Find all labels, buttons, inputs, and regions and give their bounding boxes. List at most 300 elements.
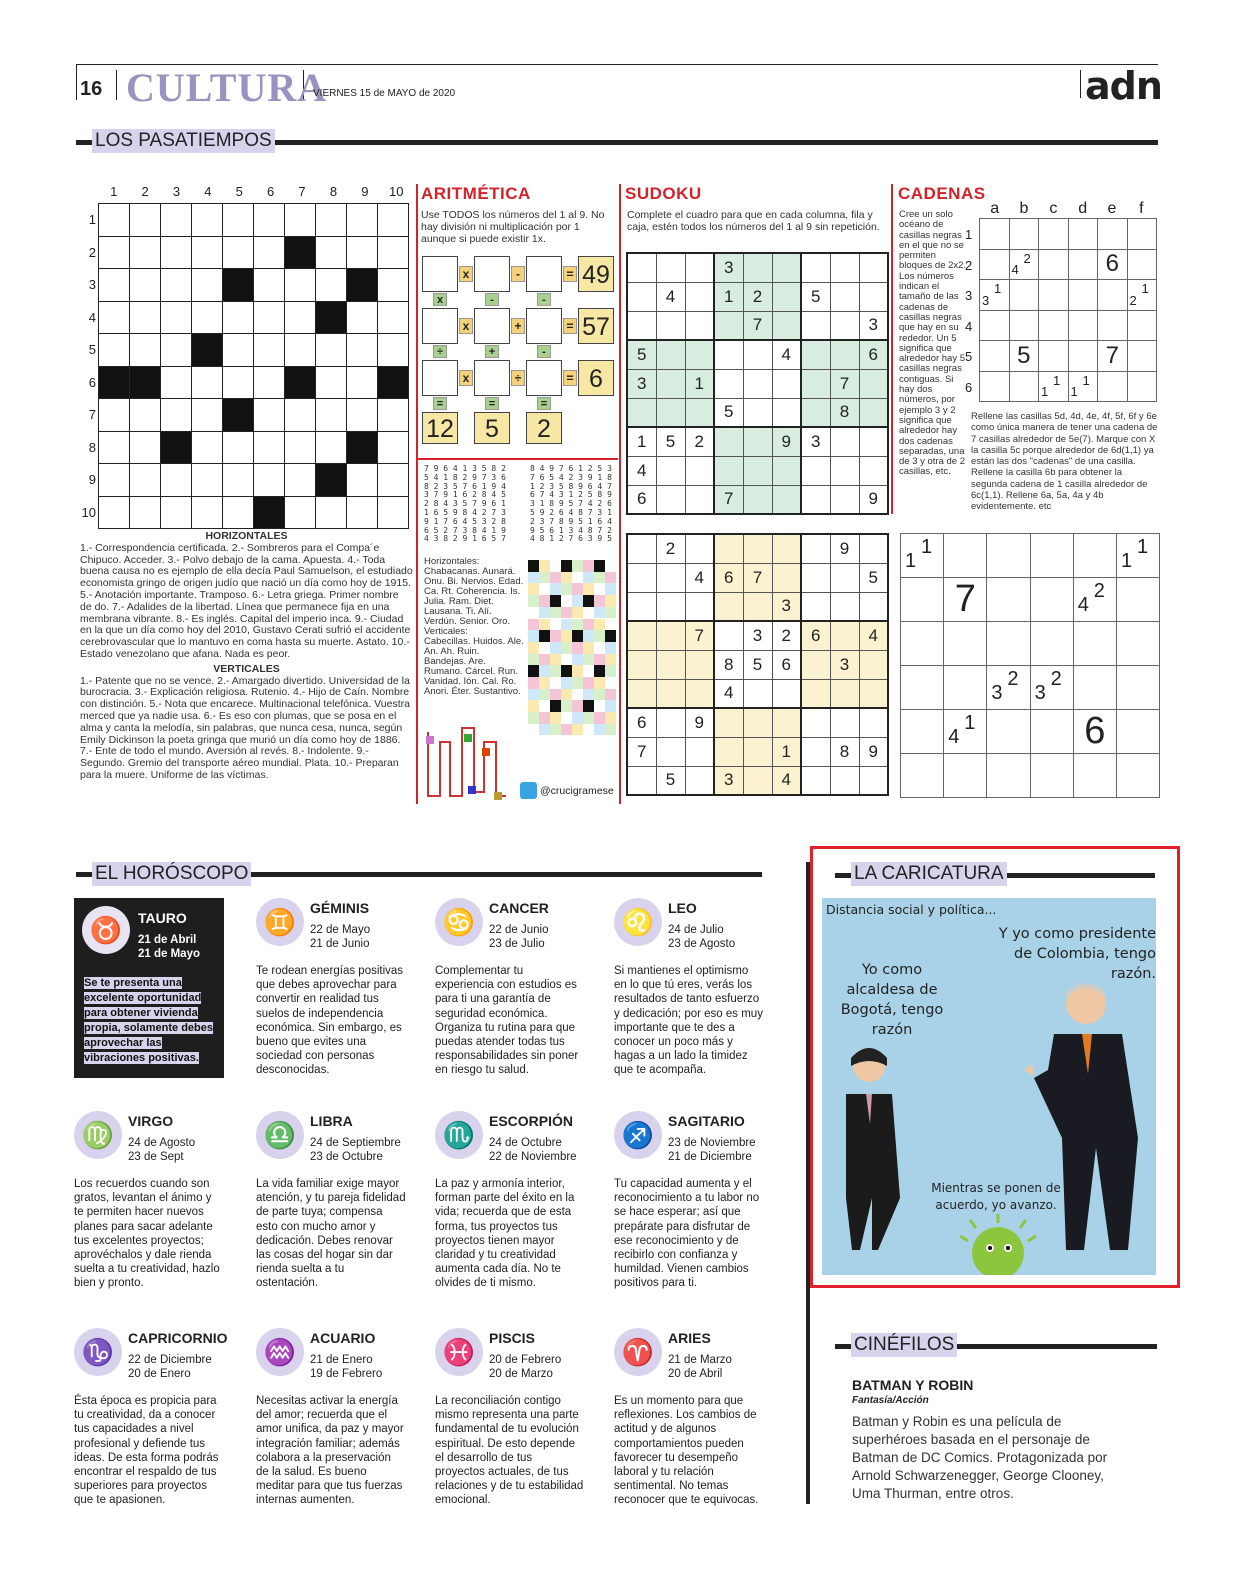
aritmetica-cell[interactable] xyxy=(526,360,562,396)
sudoku-cell[interactable] xyxy=(743,708,772,737)
sudoku-cell[interactable] xyxy=(830,592,859,621)
sudoku-cell[interactable] xyxy=(656,679,685,708)
sudoku-cell[interactable]: 5 xyxy=(743,650,772,679)
sudoku-cell[interactable] xyxy=(830,679,859,708)
sudoku-cell[interactable]: 6 xyxy=(627,708,656,737)
sudoku-cell[interactable] xyxy=(656,737,685,766)
sudoku-cell[interactable] xyxy=(772,369,801,398)
sudoku-cell[interactable] xyxy=(627,398,656,427)
sudoku-cell[interactable] xyxy=(830,427,859,456)
sudoku-cell[interactable] xyxy=(772,679,801,708)
sudoku-cell[interactable] xyxy=(772,282,801,311)
sudoku-cell[interactable] xyxy=(714,592,743,621)
sudoku-cell[interactable] xyxy=(801,534,830,563)
sudoku-cell[interactable] xyxy=(830,766,859,795)
sudoku-cell[interactable] xyxy=(656,253,685,282)
sudoku-cell[interactable] xyxy=(801,485,830,514)
crossword-grid[interactable] xyxy=(98,203,409,529)
sudoku-cell[interactable] xyxy=(685,679,714,708)
sudoku-cell[interactable]: 2 xyxy=(656,534,685,563)
sudoku-cell[interactable]: 4 xyxy=(627,456,656,485)
sudoku-cell[interactable]: 8 xyxy=(830,398,859,427)
crossword-cell[interactable] xyxy=(161,334,192,367)
sudoku-cell[interactable] xyxy=(772,534,801,563)
sudoku-cell[interactable] xyxy=(714,340,743,369)
sudoku-cell[interactable] xyxy=(859,534,888,563)
sudoku-cell[interactable]: 2 xyxy=(685,427,714,456)
cadenas-cell[interactable] xyxy=(1030,578,1073,622)
crossword-cell[interactable] xyxy=(347,236,378,269)
crossword-cell[interactable] xyxy=(378,301,409,334)
crossword-cell[interactable] xyxy=(130,204,161,237)
sudoku-cell[interactable]: 4 xyxy=(714,679,743,708)
cadenas-cell[interactable] xyxy=(1073,534,1116,578)
crossword-cell[interactable] xyxy=(192,464,223,497)
cadenas-cell[interactable] xyxy=(901,666,944,710)
cadenas-cell[interactable] xyxy=(1030,534,1073,578)
sudoku-cell[interactable] xyxy=(685,340,714,369)
sudoku-cell[interactable]: 9 xyxy=(830,534,859,563)
sudoku-grid-1[interactable] xyxy=(626,252,889,515)
crossword-cell[interactable] xyxy=(223,204,254,237)
crossword-cell[interactable] xyxy=(130,399,161,432)
cadenas-cell[interactable] xyxy=(944,710,987,754)
sudoku-cell[interactable]: 7 xyxy=(830,369,859,398)
sudoku-cell[interactable] xyxy=(772,485,801,514)
sudoku-cell[interactable] xyxy=(656,621,685,650)
sudoku-cell[interactable] xyxy=(830,621,859,650)
cadenas-cell[interactable] xyxy=(1073,666,1116,710)
sudoku-cell[interactable]: 1 xyxy=(627,427,656,456)
sudoku-cell[interactable] xyxy=(714,456,743,485)
crossword-cell[interactable] xyxy=(378,496,409,529)
crossword-cell[interactable] xyxy=(161,366,192,399)
crossword-cell[interactable] xyxy=(285,399,316,432)
sudoku-cell[interactable] xyxy=(627,282,656,311)
crossword-cell[interactable] xyxy=(99,204,130,237)
crossword-cell[interactable] xyxy=(99,236,130,269)
sudoku-cell[interactable] xyxy=(859,708,888,737)
crossword-cell[interactable] xyxy=(254,431,285,464)
crossword-cell[interactable] xyxy=(130,464,161,497)
sudoku-cell[interactable] xyxy=(772,563,801,592)
sudoku-cell[interactable] xyxy=(859,592,888,621)
crossword-cell[interactable] xyxy=(316,236,347,269)
cadenas-cell[interactable] xyxy=(1116,622,1159,666)
crossword-cell[interactable] xyxy=(254,204,285,237)
sudoku-grid-2[interactable] xyxy=(626,533,889,796)
cadenas-cell[interactable] xyxy=(1116,754,1159,798)
cadenas-cell[interactable] xyxy=(1073,578,1116,622)
cadenas-cell[interactable] xyxy=(901,534,944,578)
crossword-cell[interactable] xyxy=(316,366,347,399)
crossword-cell[interactable] xyxy=(130,334,161,367)
crossword-cell[interactable] xyxy=(316,334,347,367)
cadenas-cell[interactable] xyxy=(901,622,944,666)
cadenas-cell[interactable] xyxy=(944,622,987,666)
cadenas-cell[interactable] xyxy=(1116,710,1159,754)
sudoku-cell[interactable] xyxy=(627,650,656,679)
crossword-cell[interactable] xyxy=(378,236,409,269)
sudoku-cell[interactable] xyxy=(714,621,743,650)
sudoku-cell[interactable] xyxy=(859,282,888,311)
sudoku-cell[interactable] xyxy=(830,563,859,592)
sudoku-cell[interactable]: 3 xyxy=(859,311,888,340)
sudoku-cell[interactable]: 4 xyxy=(685,563,714,592)
crossword-cell[interactable] xyxy=(285,496,316,529)
sudoku-cell[interactable] xyxy=(830,708,859,737)
aritmetica-cell[interactable] xyxy=(474,360,510,396)
sudoku-cell[interactable] xyxy=(627,311,656,340)
crossword-cell[interactable] xyxy=(192,366,223,399)
crossword-cell[interactable] xyxy=(285,431,316,464)
cadenas-cell[interactable] xyxy=(987,578,1030,622)
sudoku-cell[interactable]: 3 xyxy=(714,253,743,282)
crossword-cell[interactable] xyxy=(161,236,192,269)
crossword-cell[interactable] xyxy=(285,464,316,497)
cadenas-cell[interactable] xyxy=(901,710,944,754)
sudoku-cell[interactable] xyxy=(627,534,656,563)
crossword-cell[interactable] xyxy=(192,204,223,237)
crossword-cell[interactable] xyxy=(285,301,316,334)
sudoku-cell[interactable] xyxy=(743,253,772,282)
cadenas-cell[interactable] xyxy=(1073,622,1116,666)
crossword-cell[interactable] xyxy=(161,204,192,237)
crossword-cell[interactable] xyxy=(130,496,161,529)
sudoku-cell[interactable] xyxy=(685,485,714,514)
sudoku-cell[interactable] xyxy=(656,340,685,369)
crossword-cell[interactable] xyxy=(316,269,347,302)
crossword-cell[interactable] xyxy=(161,399,192,432)
sudoku-cell[interactable]: 1 xyxy=(772,737,801,766)
crossword-cell[interactable] xyxy=(378,399,409,432)
sudoku-cell[interactable]: 3 xyxy=(801,427,830,456)
sudoku-cell[interactable]: 7 xyxy=(627,737,656,766)
sudoku-cell[interactable]: 6 xyxy=(801,621,830,650)
sudoku-cell[interactable]: 4 xyxy=(656,282,685,311)
sudoku-cell[interactable] xyxy=(627,766,656,795)
sudoku-cell[interactable] xyxy=(801,340,830,369)
sudoku-cell[interactable] xyxy=(685,650,714,679)
cadenas-cell[interactable] xyxy=(1030,666,1073,710)
sudoku-cell[interactable]: 9 xyxy=(772,427,801,456)
sudoku-cell[interactable] xyxy=(656,398,685,427)
sudoku-cell[interactable] xyxy=(685,311,714,340)
caricature-image[interactable] xyxy=(822,898,1156,1275)
crossword-cell[interactable] xyxy=(223,431,254,464)
cadenas-grid[interactable] xyxy=(900,533,1160,798)
sudoku-cell[interactable] xyxy=(714,737,743,766)
sudoku-cell[interactable] xyxy=(859,766,888,795)
cadenas-cell[interactable]: 6 xyxy=(1073,710,1116,754)
crossword-cell[interactable] xyxy=(378,204,409,237)
crossword-cell[interactable] xyxy=(254,464,285,497)
sudoku-cell[interactable]: 9 xyxy=(859,737,888,766)
sudoku-cell[interactable] xyxy=(801,679,830,708)
sudoku-cell[interactable] xyxy=(656,708,685,737)
crossword-cell[interactable] xyxy=(99,464,130,497)
cadenas-cell[interactable] xyxy=(987,710,1030,754)
sudoku-cell[interactable] xyxy=(801,311,830,340)
crossword-cell[interactable] xyxy=(223,301,254,334)
sudoku-cell[interactable]: 9 xyxy=(859,485,888,514)
sudoku-cell[interactable] xyxy=(714,534,743,563)
sudoku-cell[interactable] xyxy=(627,563,656,592)
cadenas-cell[interactable] xyxy=(987,754,1030,798)
sudoku-cell[interactable] xyxy=(685,282,714,311)
aritmetica-cell[interactable] xyxy=(474,256,510,292)
aritmetica-cell[interactable] xyxy=(526,308,562,344)
crossword-cell[interactable] xyxy=(223,464,254,497)
cadenas-cell[interactable] xyxy=(1030,710,1073,754)
sudoku-cell[interactable] xyxy=(743,485,772,514)
sudoku-cell[interactable]: 6 xyxy=(772,650,801,679)
sudoku-cell[interactable] xyxy=(772,708,801,737)
brand-logo[interactable]: adn xyxy=(1085,64,1162,108)
aritmetica-cell[interactable] xyxy=(422,360,458,396)
sudoku-cell[interactable] xyxy=(627,621,656,650)
crossword-cell[interactable] xyxy=(316,431,347,464)
sudoku-cell[interactable] xyxy=(859,650,888,679)
sudoku-cell[interactable] xyxy=(830,340,859,369)
crossword-cell[interactable] xyxy=(316,204,347,237)
cadenas-cell[interactable] xyxy=(944,666,987,710)
crossword-cell[interactable] xyxy=(378,464,409,497)
sudoku-cell[interactable]: 3 xyxy=(772,592,801,621)
sudoku-cell[interactable] xyxy=(656,456,685,485)
sudoku-cell[interactable]: 2 xyxy=(743,282,772,311)
sudoku-cell[interactable] xyxy=(772,253,801,282)
sudoku-cell[interactable] xyxy=(743,340,772,369)
sudoku-cell[interactable] xyxy=(743,766,772,795)
aritmetica-puzzle[interactable] xyxy=(420,254,616,454)
crossword-cell[interactable] xyxy=(254,269,285,302)
sudoku-cell[interactable] xyxy=(830,311,859,340)
crossword-cell[interactable] xyxy=(285,334,316,367)
crossword-cell[interactable] xyxy=(99,496,130,529)
crossword-cell[interactable] xyxy=(316,496,347,529)
crossword-cell[interactable] xyxy=(378,431,409,464)
sudoku-cell[interactable] xyxy=(801,592,830,621)
sudoku-cell[interactable]: 5 xyxy=(859,563,888,592)
sudoku-cell[interactable] xyxy=(801,253,830,282)
sudoku-cell[interactable] xyxy=(714,369,743,398)
sudoku-cell[interactable]: 7 xyxy=(743,563,772,592)
crossword-cell[interactable] xyxy=(378,334,409,367)
crossword-cell[interactable] xyxy=(254,236,285,269)
aritmetica-cell[interactable] xyxy=(526,256,562,292)
cadenas-cell[interactable] xyxy=(944,534,987,578)
crossword-cell[interactable] xyxy=(99,399,130,432)
crossword-cell[interactable] xyxy=(347,464,378,497)
sudoku-cell[interactable] xyxy=(656,485,685,514)
crossword-cell[interactable] xyxy=(192,269,223,302)
crossword-cell[interactable] xyxy=(347,334,378,367)
crossword-cell[interactable] xyxy=(161,464,192,497)
sudoku-cell[interactable]: 3 xyxy=(830,650,859,679)
sudoku-cell[interactable] xyxy=(830,456,859,485)
sudoku-cell[interactable] xyxy=(743,534,772,563)
aritmetica-cell[interactable] xyxy=(422,256,458,292)
aritmetica-cell[interactable] xyxy=(422,308,458,344)
sudoku-cell[interactable] xyxy=(859,369,888,398)
aritmetica-cell[interactable] xyxy=(474,308,510,344)
sudoku-cell[interactable] xyxy=(743,679,772,708)
sudoku-cell[interactable] xyxy=(627,592,656,621)
cadenas-cell[interactable] xyxy=(901,754,944,798)
sudoku-cell[interactable] xyxy=(801,398,830,427)
sudoku-cell[interactable] xyxy=(772,311,801,340)
sudoku-cell[interactable] xyxy=(859,398,888,427)
crossword-cell[interactable] xyxy=(254,301,285,334)
crossword-cell[interactable] xyxy=(223,236,254,269)
sudoku-cell[interactable]: 5 xyxy=(714,398,743,427)
sudoku-cell[interactable] xyxy=(685,456,714,485)
cadenas-cell[interactable] xyxy=(987,622,1030,666)
crossword-cell[interactable] xyxy=(99,301,130,334)
crossword-cell[interactable] xyxy=(192,301,223,334)
sudoku-cell[interactable]: 3 xyxy=(743,621,772,650)
sudoku-cell[interactable]: 6 xyxy=(714,563,743,592)
sudoku-cell[interactable] xyxy=(859,456,888,485)
crossword-cell[interactable] xyxy=(316,399,347,432)
sudoku-cell[interactable] xyxy=(830,282,859,311)
sudoku-cell[interactable]: 5 xyxy=(801,282,830,311)
crossword-cell[interactable] xyxy=(254,399,285,432)
sudoku-cell[interactable]: 5 xyxy=(656,427,685,456)
sudoku-cell[interactable] xyxy=(772,456,801,485)
sudoku-cell[interactable] xyxy=(685,592,714,621)
sudoku-cell[interactable]: 6 xyxy=(859,340,888,369)
sudoku-cell[interactable] xyxy=(656,592,685,621)
sudoku-cell[interactable]: 7 xyxy=(743,311,772,340)
crossword-cell[interactable] xyxy=(130,236,161,269)
crossword-cell[interactable] xyxy=(347,366,378,399)
sudoku-cell[interactable]: 7 xyxy=(714,485,743,514)
crossword-cell[interactable] xyxy=(223,366,254,399)
sudoku-cell[interactable] xyxy=(714,708,743,737)
sudoku-cell[interactable] xyxy=(685,737,714,766)
sudoku-cell[interactable] xyxy=(627,253,656,282)
cadenas-cell[interactable] xyxy=(1116,578,1159,622)
crossword-cell[interactable] xyxy=(192,399,223,432)
sudoku-cell[interactable] xyxy=(685,253,714,282)
crossword-cell[interactable] xyxy=(285,269,316,302)
crossword-cell[interactable] xyxy=(223,496,254,529)
sudoku-cell[interactable] xyxy=(743,456,772,485)
crossword-cell[interactable] xyxy=(130,431,161,464)
cadenas-cell[interactable] xyxy=(1073,754,1116,798)
crossword-cell[interactable] xyxy=(254,334,285,367)
crossword-cell[interactable] xyxy=(99,269,130,302)
sudoku-cell[interactable] xyxy=(656,369,685,398)
sudoku-cell[interactable] xyxy=(830,253,859,282)
twitter-handle[interactable] xyxy=(520,782,614,799)
sudoku-cell[interactable] xyxy=(801,766,830,795)
sudoku-cell[interactable]: 7 xyxy=(685,621,714,650)
crossword-cell[interactable] xyxy=(254,366,285,399)
crossword-cell[interactable] xyxy=(130,301,161,334)
cadenas-cell[interactable] xyxy=(1030,622,1073,666)
sudoku-cell[interactable]: 2 xyxy=(772,621,801,650)
sudoku-cell[interactable] xyxy=(714,311,743,340)
sudoku-cell[interactable]: 1 xyxy=(714,282,743,311)
sudoku-cell[interactable]: 5 xyxy=(627,340,656,369)
sudoku-cell[interactable] xyxy=(772,398,801,427)
sudoku-cell[interactable] xyxy=(627,679,656,708)
sudoku-cell[interactable] xyxy=(859,679,888,708)
crossword-cell[interactable] xyxy=(99,334,130,367)
crossword-cell[interactable] xyxy=(161,496,192,529)
cadenas-cell[interactable] xyxy=(901,578,944,622)
sudoku-cell[interactable] xyxy=(743,592,772,621)
sudoku-cell[interactable]: 5 xyxy=(656,766,685,795)
sudoku-cell[interactable]: 3 xyxy=(627,369,656,398)
sudoku-cell[interactable]: 4 xyxy=(772,766,801,795)
sudoku-cell[interactable] xyxy=(830,485,859,514)
sudoku-cell[interactable] xyxy=(685,534,714,563)
sudoku-cell[interactable] xyxy=(859,427,888,456)
sudoku-cell[interactable]: 4 xyxy=(859,621,888,650)
crossword-cell[interactable] xyxy=(223,334,254,367)
sudoku-cell[interactable] xyxy=(656,650,685,679)
crossword-cell[interactable] xyxy=(347,399,378,432)
crossword-cell[interactable] xyxy=(347,204,378,237)
crossword-cell[interactable] xyxy=(99,431,130,464)
sudoku-cell[interactable] xyxy=(714,427,743,456)
sudoku-cell[interactable]: 4 xyxy=(772,340,801,369)
cadenas-cell[interactable] xyxy=(944,754,987,798)
crossword-cell[interactable] xyxy=(192,496,223,529)
sudoku-cell[interactable] xyxy=(801,650,830,679)
crossword-cell[interactable] xyxy=(192,431,223,464)
sudoku-cell[interactable]: 9 xyxy=(685,708,714,737)
crossword-cell[interactable] xyxy=(161,269,192,302)
sudoku-cell[interactable] xyxy=(743,369,772,398)
sudoku-cell[interactable] xyxy=(743,427,772,456)
cadenas-cell[interactable] xyxy=(1030,754,1073,798)
crossword-cell[interactable] xyxy=(378,269,409,302)
sudoku-cell[interactable] xyxy=(743,398,772,427)
cadenas-cell[interactable]: 7 xyxy=(944,578,987,622)
cadenas-cell[interactable] xyxy=(1116,534,1159,578)
sudoku-cell[interactable]: 6 xyxy=(627,485,656,514)
sudoku-cell[interactable] xyxy=(743,737,772,766)
cadenas-cell[interactable] xyxy=(1116,666,1159,710)
sudoku-cell[interactable] xyxy=(801,456,830,485)
crossword-cell[interactable] xyxy=(161,301,192,334)
sudoku-cell[interactable] xyxy=(801,563,830,592)
sudoku-cell[interactable]: 8 xyxy=(714,650,743,679)
sudoku-cell[interactable]: 1 xyxy=(685,369,714,398)
sudoku-cell[interactable]: 3 xyxy=(714,766,743,795)
sudoku-cell[interactable] xyxy=(685,398,714,427)
sudoku-cell[interactable] xyxy=(859,253,888,282)
sudoku-cell[interactable] xyxy=(685,766,714,795)
cadenas-cell[interactable] xyxy=(987,666,1030,710)
crossword-cell[interactable] xyxy=(347,301,378,334)
sudoku-cell[interactable] xyxy=(656,563,685,592)
sudoku-cell[interactable] xyxy=(801,708,830,737)
crossword-cell[interactable] xyxy=(285,204,316,237)
crossword-cell[interactable] xyxy=(192,236,223,269)
sudoku-cell[interactable] xyxy=(656,311,685,340)
sudoku-cell[interactable] xyxy=(801,737,830,766)
crossword-cell[interactable] xyxy=(347,496,378,529)
crossword-cell[interactable] xyxy=(130,269,161,302)
sudoku-cell[interactable]: 8 xyxy=(830,737,859,766)
sudoku-cell[interactable] xyxy=(801,369,830,398)
